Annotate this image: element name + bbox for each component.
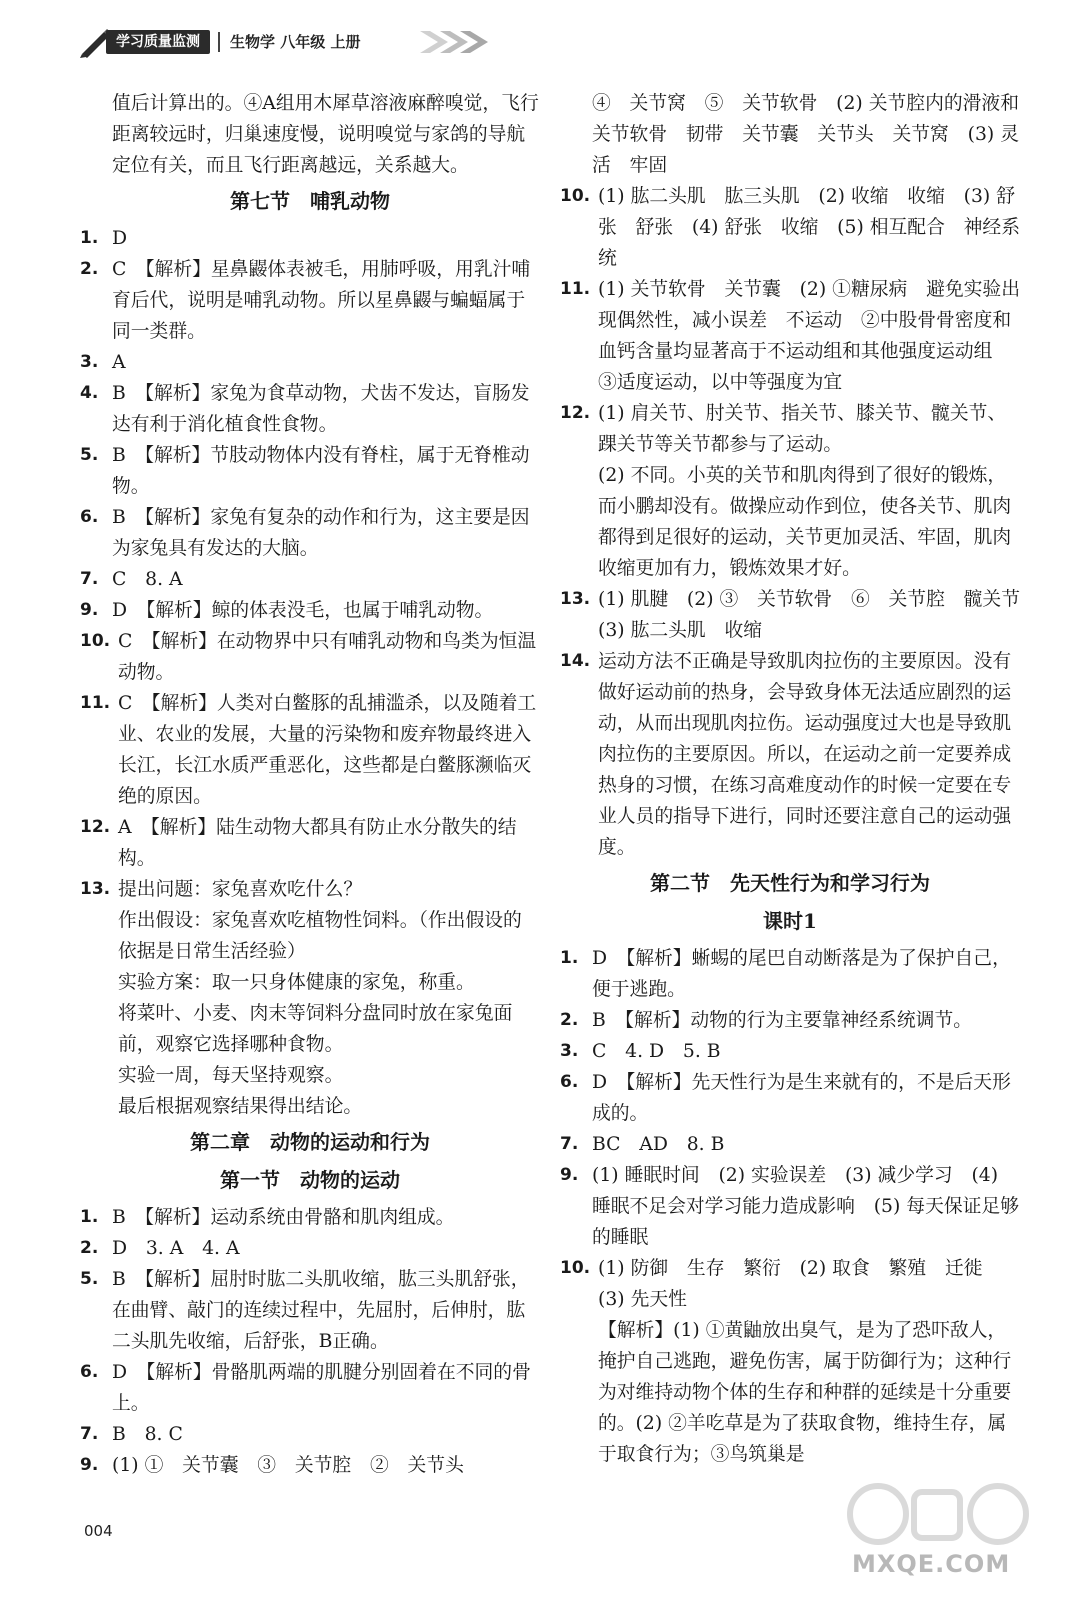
answer-item: 7. B 8. C	[80, 1424, 183, 1445]
answer-item: 6. D 【解析】先天性行为是生来就有的，不是后天形成的。	[560, 1072, 1011, 1124]
page-number: 004	[84, 1522, 113, 1540]
answer-list	[80, 223, 540, 1122]
answer-item: 5. B 【解析】节肢动物体内没有脊柱，属于无脊椎动物。	[80, 445, 530, 497]
series-title: 学习质量监测	[106, 30, 210, 54]
answer-item: 12. A 【解析】陆生动物大都具有防止水分散失的结构。	[80, 817, 517, 869]
answer-item: 2. D 3. A 4. A	[80, 1238, 240, 1259]
answer-item: 3. C 4. D 5. B	[560, 1041, 721, 1062]
answer-item: 2. C 【解析】星鼻鼹体表被毛，用肺呼吸，用乳汁哺育后代，说明是哺乳动物。所以星鼻鼹与蝙蝠属于同一类群。	[80, 259, 531, 342]
chevron-right-icon	[418, 28, 502, 56]
answer-item: 14. 运动方法不正确是导致肌肉拉伤的主要原因。没有做好运动前的热身，会导致身体无法适应剧烈的运动，从而出现肌肉拉伤。运动强度过大也是导致肌肉拉伤的主要原因。所以，在运动之前一定要养成热身的习惯，在练习高难度动作的时候一定要在专业人员的指导下进行，同时还要注意自己的运动强度。	[560, 651, 1012, 858]
answer-item: 7. C 8. A	[80, 569, 183, 590]
answer-item: 9. (1) ① 关节囊 ③ 关节腔 ② 关节头	[80, 1455, 464, 1476]
answer-item: 11. (1) 关节软骨 关节囊 (2) ①糖尿病 避免实验出现偶然性，减小误差 不运动 ②中股骨骨密度和血钙含量均显著高于不运动组和其他强度运动组 ③适度运动，以中等强度为宜	[560, 279, 1020, 393]
answer-item: 2. B 【解析】动物的行为主要靠神经系统调节。	[560, 1010, 973, 1031]
answer-list	[560, 943, 1020, 1470]
section-heading: 第二节 先天性行为和学习行为	[650, 871, 930, 895]
intro-paragraph: 值后计算出的。④A组用木犀草溶液麻醉嗅觉，飞行距离较远时，归巢速度慢，说明嗅觉与家鸽的导航定位有关，而且飞行距离越远，关系越大。	[112, 93, 539, 176]
answer-item: 7. BC AD 8. B	[560, 1134, 725, 1155]
answer-item: 10. C 【解析】在动物界中只有哺乳动物和鸟类为恒温动物。	[80, 631, 537, 683]
answer-item: 12. (1) 肩关节、肘关节、指关节、膝关节、髋关节、踝关节等关节都参与了运动。	[560, 403, 1007, 455]
answer-item: 10. (1) 肱二头肌 肱三头肌 (2) 收缩 收缩 (3) 舒张 舒张 (4) 舒张 收缩 (5) 相互配合 神经系统	[560, 186, 1020, 269]
answer-item: 6. B 【解析】家兔有复杂的动作和行为，这主要是因为家兔具有发达的大脑。	[80, 507, 530, 559]
answer-item: 13. (1) 肌腱 (2) ③ 关节软骨 ⑥ 关节腔 髋关节 (3) 肱二头肌 收缩	[560, 589, 1039, 641]
book-subject: 生物学 八年级 上册	[230, 33, 361, 51]
answer-item: 4. B 【解析】家兔为食草动物，犬齿不发达，盲肠发达有利于消化植食性食物。	[80, 383, 530, 435]
left-column	[80, 88, 540, 1481]
answer-continuation: 【解析】(1) ①黄鼬放出臭气，是为了恐吓敌人，掩护自己逃跑，避免伤害，属于防御行为；这种行为对维持动物个体的生存和种群的延续是十分重要的。(2) ②羊吃草是为了获取食物，维持生存，属于取食行为；③鸟筑巢是	[598, 1320, 1012, 1465]
right-column	[560, 88, 1039, 1470]
answer-item: 11. C 【解析】人类对白鳖豚的乱捕滥杀，以及随着工业、农业的发展，大量的污染物和废弃物最终进入长江，长江水质严重恶化，这些都是白鳖豚濒临灭绝的原因。	[80, 693, 537, 807]
answer-continuation: (2) 不同。小英的关节和肌肉得到了很好的锻炼，而小鹏却没有。做操应动作到位，使各关节、肌肉都得到足很好的运动，关节更加灵活、牢固，肌肉收缩更加有力，锻炼效果才好。	[598, 465, 1012, 579]
answer-list	[560, 181, 1039, 863]
lesson-heading: 课时1	[763, 909, 817, 933]
section-heading: 第七节 哺乳动物	[230, 189, 390, 213]
answer-item: 6. D 【解析】骨骼肌两端的肌腱分别固着在不同的骨上。	[80, 1362, 531, 1414]
answer-item: 9. (1) 睡眠时间 (2) 实验误差 (3) 减少学习 (4) 睡眠不足会对学习能力造成影响 (5) 每天保证足够的睡眠	[560, 1165, 1019, 1248]
answer-item: 10. (1) 防御 生存 繁衍 (2) 取食 繁殖 迁徙 (3) 先天性	[560, 1258, 1002, 1310]
answer-item: 9. D 【解析】鲸的体表没毛，也属于哺乳动物。	[80, 600, 494, 621]
page-header	[78, 24, 518, 64]
watermark-text: MXQE.COM	[852, 1550, 1011, 1578]
section-heading: 第一节 动物的运动	[220, 1168, 400, 1192]
answer-continuation: ④ 关节窝 ⑤ 关节软骨 (2) 关节腔内的滑液和关节软骨 韧带 关节囊 关节头 关节窝 (3) 灵活 牢固	[592, 93, 1019, 176]
answer-list	[80, 1202, 540, 1481]
chapter-heading: 第二章 动物的运动和行为	[190, 1130, 430, 1154]
answer-item: 1. D 【解析】蜥蜴的尾巴自动断落是为了保护自己，便于逃跑。	[560, 948, 1011, 1000]
header-divider	[218, 32, 220, 52]
answer-item: 5. B 【解析】屈肘时肱二头肌收缩，肱三头肌舒张，在曲臂、敲门的连续过程中，先屈肘，后伸肘，肱二头肌先收缩，后舒张，B正确。	[80, 1269, 530, 1352]
answer-item: 13. 提出问题：家兔喜欢吃什么？ 作出假设：家兔喜欢吃植物性饲料。（作出假设的依据是日常生活经验） 实验方案：取一只身体健康的家兔，称重。 将菜叶、小麦、肉末等饲料分盘同时放在家兔面前，观察它选择哪种食物。 实验一周，每天坚持观察。 最后根据观察结果得出结论。	[80, 879, 522, 1117]
answer-item: 3. A	[80, 352, 126, 373]
answer-item: 1. B 【解析】运动系统由骨骼和肌肉组成。	[80, 1207, 455, 1228]
answer-item: 1. D	[80, 228, 128, 249]
